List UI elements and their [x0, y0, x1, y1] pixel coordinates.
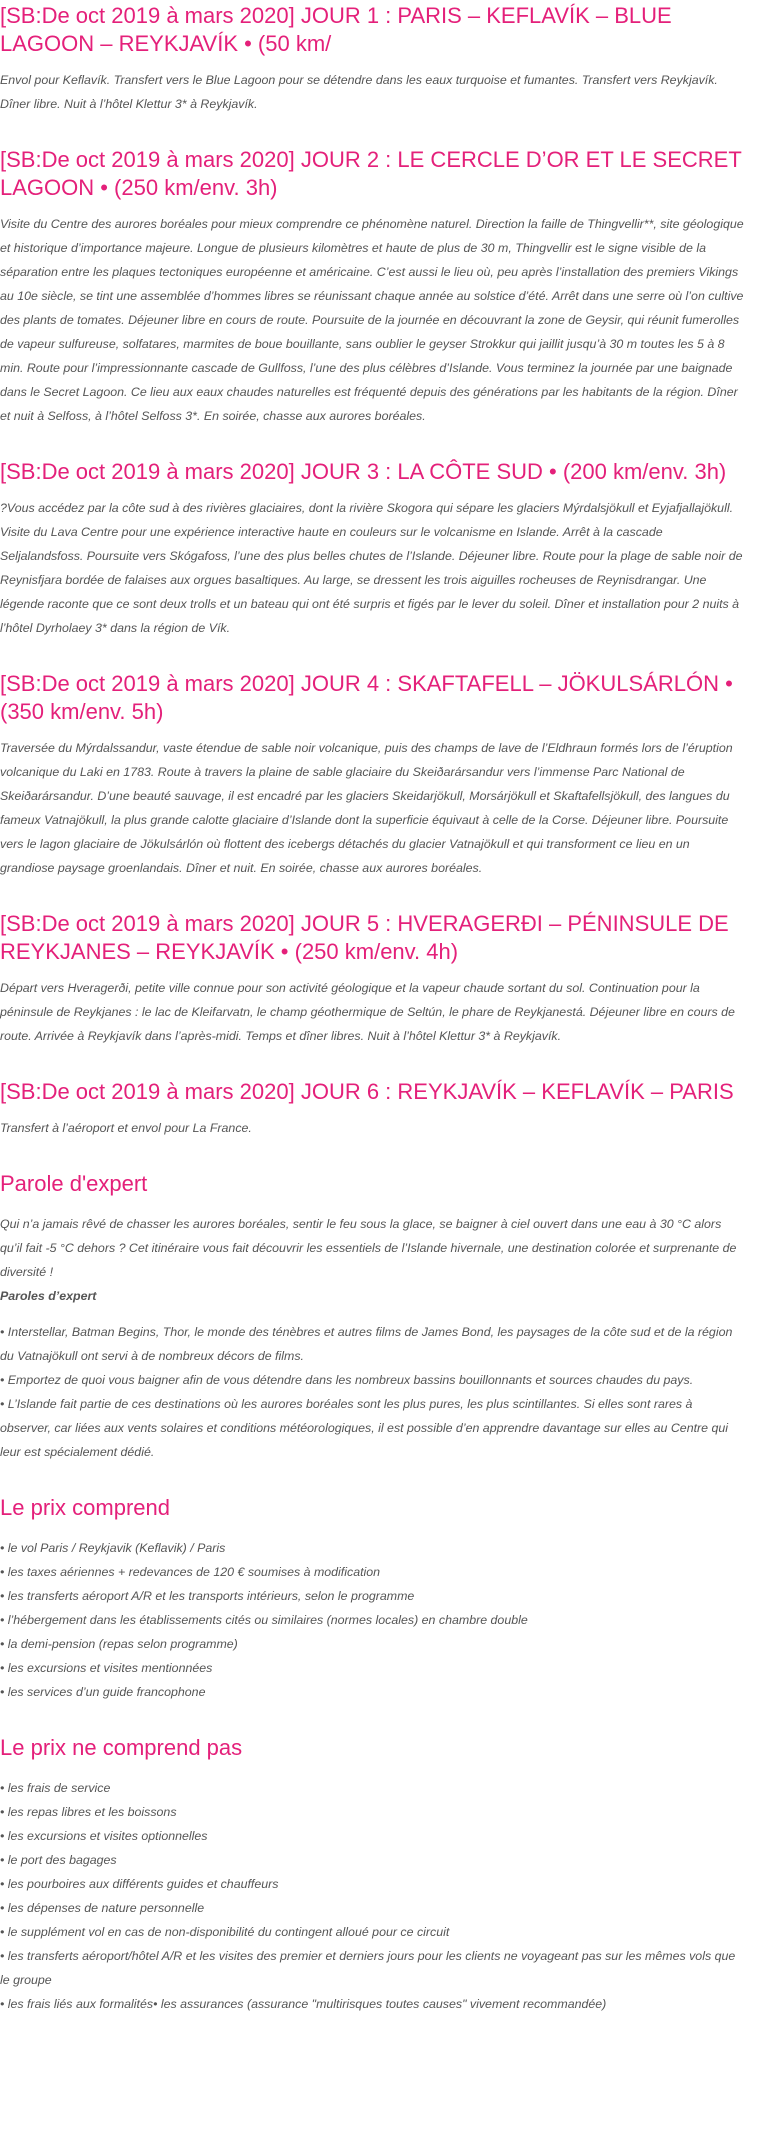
excludes-list — [0, 1776, 744, 2016]
expert-section — [0, 1170, 744, 1464]
list-item: • l’hébergement dans les établissements cités ou similaires (normes locales) en chambre double — [0, 1613, 528, 1627]
day-title: [SB:De oct 2019 à mars 2020] JOUR 2 : LE CERCLE D’OR ET LE SECRET LAGOON • (250 km/env. 3h) — [0, 147, 742, 200]
day-1 — [0, 0, 744, 116]
list-item: • les transferts aéroport A/R et les transports intérieurs, selon le programme — [0, 1589, 415, 1603]
expert-label: Paroles d’expert — [0, 1289, 97, 1303]
day-title: [SB:De oct 2019 à mars 2020] JOUR 1 : PARIS – KEFLAVÍK – BLUE LAGOON – REYKJAVÍK • (50 km/ — [0, 3, 672, 56]
expert-intro: Qui n’a jamais rêvé de chasser les aurores boréales, sentir le feu sous la glace, se baigner à ciel ouvert dans une eau à 30 °C alors qu’il fait -5 °C dehors ? Cet itinéraire vous fait découvrir les essentiels de l’Islande hivernale, une destination colorée et surprenante de diversité ! — [0, 1217, 737, 1279]
list-item: • Interstellar, Batman Begins, Thor, le monde des ténèbres et autres films de James Bond, les paysages de la côte sud et de la région du Vatnajökull ont servi à de nombreux décors de films. — [0, 1325, 733, 1363]
list-item: • les excursions et visites mentionnées — [0, 1661, 213, 1675]
list-item: • les transferts aéroport/hôtel A/R et les visites des premier et derniers jours pour les clients ne voyageant pas sur les mêmes vols que le groupe — [0, 1949, 736, 1987]
list-item: • le vol Paris / Reykjavik (Keflavik) / Paris — [0, 1541, 226, 1555]
list-item: • le port des bagages — [0, 1853, 117, 1867]
day-title: [SB:De oct 2019 à mars 2020] JOUR 6 : REYKJAVÍK – KEFLAVÍK – PARIS — [0, 1079, 734, 1104]
includes-title: Le prix comprend — [0, 1495, 170, 1520]
day-3 — [0, 456, 744, 640]
expert-tips-list — [0, 1320, 744, 1464]
list-item: • les repas libres et les boissons — [0, 1805, 177, 1819]
day-6 — [0, 1076, 744, 1140]
expert-title: Parole d'expert — [0, 1171, 148, 1196]
list-item: • les frais de service — [0, 1781, 111, 1795]
list-item: • les excursions et visites optionnelles — [0, 1829, 208, 1843]
list-item: • L’Islande fait partie de ces destinations où les aurores boréales sont les plus pures, les plus scintillantes. Si elles sont rares à observer, car liées aux vents solaires et conditions météorologiques, il est possible d’en apprendre davantage sur elles au Centre qui leur est spécialement dédié. — [0, 1397, 729, 1459]
list-item: • les pourboires aux différents guides et chauffeurs — [0, 1877, 279, 1891]
day-description: ?Vous accédez par la côte sud à des rivières glaciaires, dont la rivière Skogora qui sépare les glaciers Mýrdalsjökull et Eyjafjallajökull. Visite du Lava Centre pour une expérience interactive haute en couleurs sur le volcanisme en Islande. Arrêt à la cascade Seljalandsfoss. Poursuite vers Skógafoss, l’une des plus belles chutes de l’Islande. Déjeuner libre. Route pour la plage de sable noir de Reynisfjara bordée de falaises aux orgues basaltiques. Au large, se dressent les trois aiguilles rocheuses de Reynisdrangar. Une légende raconte que ce sont deux trolls et un bateau qui ont été surpris et figés par le lever du soleil. Dîner et installation pour 2 nuits à l’hôtel Dyrholaey 3* dans la région de Vík. — [0, 501, 743, 635]
day-title: [SB:De oct 2019 à mars 2020] JOUR 3 : LA CÔTE SUD • (200 km/env. 3h) — [0, 459, 727, 484]
day-5 — [0, 908, 744, 1048]
excludes-section — [0, 1734, 744, 2016]
includes-list — [0, 1536, 744, 1704]
day-description: Visite du Centre des aurores boréales pour mieux comprendre ce phénomène naturel. Direction la faille de Thingvellir**, site géologique et historique d’importance majeure. Longue de plusieurs kilomètres et haute de plus de 30 m, Thingvellir est le signe visible de la séparation entre les plaques tectoniques européenne et américaine. C’est aussi le lieu où, peu après l’installation des premiers Vikings au 10e siècle, se tint une assemblée d’hommes libres se réunissant chaque année au solstice d’été. Arrêt dans une serre où l’on cultive des plants de tomates. Déjeuner libre en cours de route. Poursuite de la journée en découvrant la zone de Geysir, qui réunit fumerolles de vapeur sulfureuse, solfatares, marmites de boue bouillante, sans oublier le geyser Strokkur qui jaillit jusqu’à 30 m toutes les 5 à 8 min. Route pour l’impressionnante cascade de Gullfoss, l’une des plus célèbres d’Islande. Vous terminez la journée par une baignade dans le Secret Lagoon. Ce lieu aux eaux chaudes naturelles est fréquenté depuis des générations par les habitants de la région. Dîner et nuit à Selfoss, à l’hôtel Selfoss 3*. En soirée, chasse aux aurores boréales. — [0, 217, 744, 423]
day-title: [SB:De oct 2019 à mars 2020] JOUR 4 : SKAFTAFELL – JÖKULSÁRLÓN • (350 km/env. 5h) — [0, 671, 733, 724]
spacer — [0, 1308, 744, 1320]
list-item: • les frais liés aux formalités• les assurances (assurance "multirisques toutes causes" vivement recommandée) — [0, 1997, 607, 2011]
list-item: • les services d’un guide francophone — [0, 1685, 206, 1699]
day-description: Départ vers Hveragerði, petite ville connue pour son activité géologique et la vapeur chaude sortant du sol. Continuation pour la péninsule de Reykjanes : le lac de Kleifarvatn, le champ géothermique de Seltún, le phare de Reykjanestá. Déjeuner libre en cours de route. Arrivée à Reykjavík dans l’après-midi. Temps et dîner libres. Nuit à l’hôtel Klettur 3* à Reykjavík. — [0, 981, 735, 1043]
day-title: [SB:De oct 2019 à mars 2020] JOUR 5 : HVERAGERÐI – PÉNINSULE DE REYKJANES – REYKJAVÍK • (250 km/env. 4h) — [0, 911, 729, 964]
excludes-title: Le prix ne comprend pas — [0, 1735, 243, 1760]
day-description: Envol pour Keflavík. Transfert vers le Blue Lagoon pour se détendre dans les eaux turquoise et fumantes. Transfert vers Reykjavík. Dîner libre. Nuit à l’hôtel Klettur 3* à Reykjavík. — [0, 73, 718, 111]
day-description: Traversée du Mýrdalssandur, vaste étendue de sable noir volcanique, puis des champs de lave de l’Eldhraun formés lors de l’éruption volcanique du Laki en 1783. Route à travers la plaine de sable glaciaire du Skeiðarársandur vers l’immense Parc National de Skeiðarársandur. D’une beauté sauvage, il est encadré par les glaciers Skeidarjökull, Morsárjökull et Skaftafellsjökull, des langues du fameux Vatnajökull, la plus grande calotte glaciaire d’Islande dont la superficie équivaut à celle de la Corse. Déjeuner libre. Poursuite vers le lagon glaciaire de Jökulsárlón où flottent des icebergs détachés du glacier Vatnajökull et qui transforment ce lieu en un grandiose paysage groenlandais. Dîner et nuit. En soirée, chasse aux aurores boréales. — [0, 741, 733, 875]
list-item: • les dépenses de nature personnelle — [0, 1901, 205, 1915]
day-description: Transfert à l’aéroport et envol pour La France. — [0, 1121, 252, 1135]
day-4 — [0, 668, 744, 880]
list-item: • le supplément vol en cas de non-disponibilité du contingent alloué pour ce circuit — [0, 1925, 450, 1939]
day-2 — [0, 144, 744, 428]
list-item: • la demi-pension (repas selon programme) — [0, 1637, 238, 1651]
includes-section — [0, 1494, 744, 1704]
list-item: • les taxes aériennes + redevances de 120 € soumises à modification — [0, 1565, 381, 1579]
list-item: • Emportez de quoi vous baigner afin de vous détendre dans les nombreux bassins bouillonnants et sources chaudes du pays. — [0, 1373, 694, 1387]
